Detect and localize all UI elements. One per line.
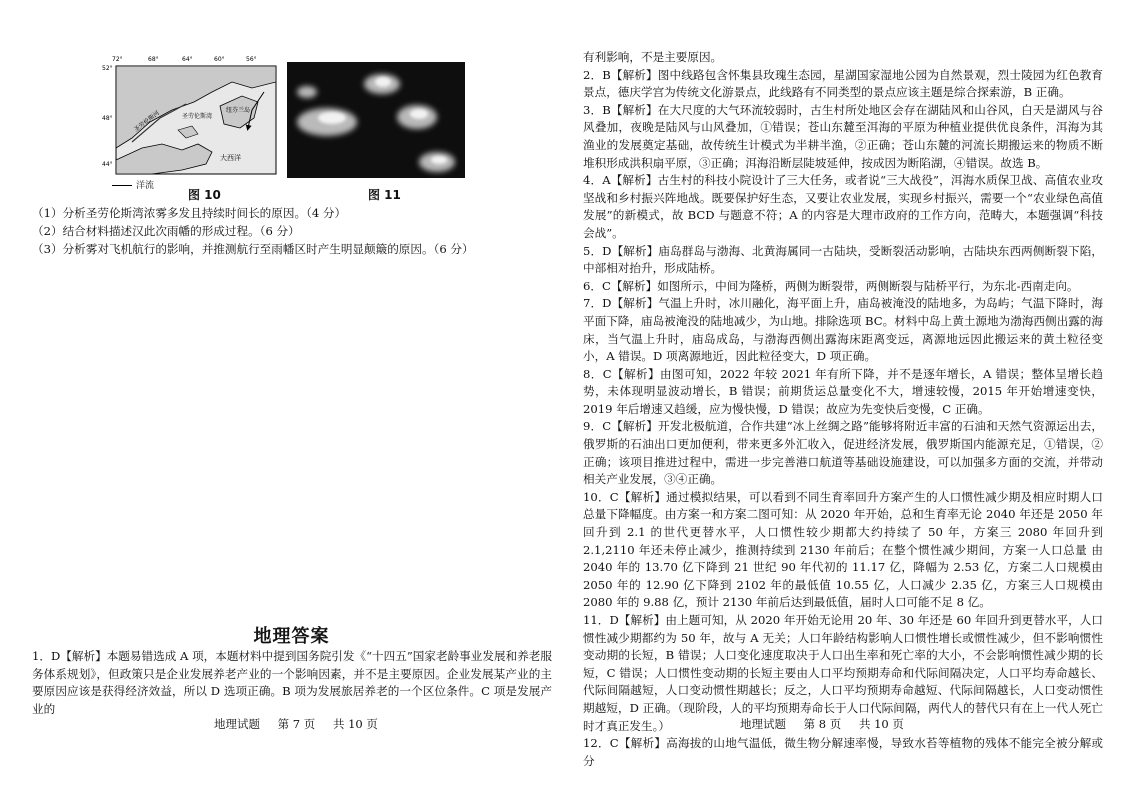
answer-paragraph: 6．C【解析】如图所示，中间为隆桥，两侧为断裂带，两侧断裂与陆桥平行，为东北-西南走向。 <box>583 278 1079 293</box>
left-answer-block <box>32 648 552 718</box>
lon-label: 68° <box>148 56 159 63</box>
answer-paragraph: 4．A【解析】古生村的科技小院设计了三大任务，或者说“三大战役”，洱海水质保卫战、高值农业攻坚战和乡村振兴阵地战。既要保护好生态，又要让农业发展，实现乡村振兴，需要一个“农业绿色高值发展”的新模式，故 BCD 与题意不符；A 的内容是大理市政府的工作方向，范畴大，本题强调“科技会战”。 <box>583 173 1103 240</box>
lon-label: 72° <box>112 56 123 63</box>
figure-11-caption: 图 11 <box>368 188 401 202</box>
figure-11-photo <box>287 62 465 178</box>
footer-page: 第 7 页 <box>277 717 316 731</box>
map-label-river: 圣劳伦斯河 <box>132 109 161 134</box>
answer-title: 地理答案 <box>253 626 330 647</box>
answer-paragraph: 10．C【解析】通过模拟结果，可以看到不同生育率回升方案产生的人口惯性减少期及相应时期人口总量下降幅度。由方案一和方案二图可知：从 2020 年开始，总和生育率无论 2040 年还是 2050 年回升到 2.1 的世代更替水平，人口惯性较少期都大约持续了 50 年，方案三 2080 年回升到 2.1,2110 年还未停止减少，推测持续到 2130 年前后；在整个惯性减少期间，方案一人口总量 由 2040 年的 13.70 亿下降到 21 世纪 90 年代初的 11.17 亿，降幅为 2.53 亿，方案二人口规模由 2050 年的 12.90 亿下降到 2102 年的最低值 10.55 亿，人口减少 2.35 亿，方案三人口规模由 2080 年的 9.88 亿，预计 2130 年前后达到最低值，届时人口可能不足 8 亿。 <box>583 489 1103 610</box>
figure-10-caption: 图 10 <box>188 188 221 202</box>
footer-total: 共 10 页 <box>332 717 378 731</box>
footer-subject: 地理试题 <box>214 717 260 731</box>
map-label-gulf: 圣劳伦斯湾 <box>182 113 213 120</box>
figure-10-map <box>102 52 278 177</box>
answer-paragraph: 9．C【解析】开发北极航道，合作共建“冰上丝绸之路”能够将附近丰富的石油和天然气资源运出去，俄罗斯的石油出口更加便利，带来更多外汇收入，促进经济发展，俄罗斯国内能源充足，①错误，②正确；该项目推进过程中，需进一步完善港口航道等基础设施建设，可以加强多方面的交流，并带动相关产业发展，③④正确。 <box>583 419 1103 487</box>
lon-label: 60° <box>214 56 225 63</box>
question-1: （1）分析圣劳伦斯湾浓雾多发且持续时间长的原因。（4 分） <box>32 206 347 220</box>
footer-right <box>740 716 918 732</box>
right-answer-block <box>583 49 1103 770</box>
map-label-ocean: 大西洋 <box>220 154 241 162</box>
lat-label: 52° <box>102 65 113 72</box>
answer-paragraph: 8．C【解析】由图可知，2022 年较 2021 年有所下降，并不是逐年增长，A 错误；整体呈增长趋势，未体现明显波动增长，B 错误；前期货运总量变化不大，增速较慢，2015 年开始增速变快，2019 年后增速又趋缓，应为慢快慢，D 错误；故应为先变快后变慢，C 正确。 <box>583 366 1103 416</box>
answer-paragraph: 2．B【解析】图中线路包含怀集县玫瑰生态园，星湖国家湿地公园为自然景观，烈士陵园为红色教育景点，德庆学宫为传统文化游景点，此线路有不同类型的景点应该主题是综合探索游，B 正确。 <box>583 67 1103 100</box>
questions-block <box>32 204 552 258</box>
lat-label: 48° <box>102 115 113 122</box>
answer-paragraph: 12．C【解析】高海拔的山地气温低，微生物分解速率慢，导致水苔等植物的残体不能完全被分解或分 <box>583 736 1103 768</box>
answer-paragraph: 3．B【解析】在大尺度的大气环流较弱时，古生村所处地区会存在湖陆风和山谷风，白天是湖风与谷风叠加，夜晚是陆风与山风叠加，①错误；苍山东麓至洱海的平原为种植业提供优良条件，洱海为其渔业的发展奠定基础，故传统生计模式为半耕半渔，②正确；苍山东麓的河流长期搬运来的物质不断堆积形成洪积扇平原，③正确；洱海沿断层陡坡延伸，按成因为断陷湖，④错误。故选 B。 <box>583 102 1103 170</box>
map-label-island: 纽芬兰岛 <box>226 107 251 114</box>
answer-paragraph: 7．D【解析】气温上升时，冰川融化，海平面上升，庙岛被淹没的陆地多，为岛屿；气温下降时，海平面下降，庙岛被淹没的陆地减少，为山地。排除选项 BC。材料中岛上黄土源地为渤海西侧出露的海床，当气温上升时，庙岛成岛，与渤海西侧出露海床距离变远，离源地远因此搬运来的黄土粒径变小，A 错误。D 项离源地近，因此粒径变大，D 项正确。 <box>583 296 1103 364</box>
lat-label: 44° <box>102 161 113 168</box>
map-legend: 洋流 <box>112 178 154 191</box>
lon-label: 64° <box>182 56 193 63</box>
answer-paragraph: 5．D【解析】庙岛群岛与渤海、北黄海属同一古陆块，受断裂活动影响，古陆块东西两侧断裂下陷，中部相对抬升，形成陆桥。 <box>583 243 1103 276</box>
answer-paragraph: 1．D【解析】本题易错选成 A 项，本题材料中提到国务院引发《“十四五”国家老龄事业发展和养老服务体系规划》，但政策只是企业发展养老产业的一个影响因素，并不是主要原因。企业发展某产业的主要原因应该是获得经济效益，所以 D 选项正确。B 项为发展旅居养老的一个区位条件。C 项是发展产业的 <box>32 649 552 716</box>
question-3: （3）分析雾对飞机航行的影响，并推测航行至雨幡区时产生明显颠簸的原因。（6 分） <box>32 242 474 256</box>
footer-total: 共 10 页 <box>858 717 904 731</box>
question-2: （2）结合材料描述汉此次雨幡的形成过程。（6 分） <box>32 224 300 238</box>
lon-label: 56° <box>246 56 257 63</box>
footer-page: 第 8 页 <box>803 717 842 731</box>
footer-left <box>214 716 392 732</box>
answer-paragraph: 11．D【解析】由上题可知，从 2020 年开始无论用 20 年、30 年还是 60 年回升到更替水平，人口惯性减少期都约为 50 年，故与 A 无关；人口年龄结构影响人口惯性增长或惯性减少，但不影响惯性变动期的长短，B 错误；人口变化速度取决于人口出生率和死亡率的大小，不会影响惯性减少期的长短，C 错误；人口惯性变动期的长短主要由人口平均预期寿命和代际间隔决定，人口平均寿命越长、代际间隔越短，人口变动惯性期越长；反之，人口平均预期寿命越短、代际间隔越长，人口变动惯性期越短，D 正确。（现阶段，人的平均预期寿命长于人口代际间隔，两代人的替代只有在上一代人死亡时才真正发生。） <box>583 613 1103 733</box>
answer-paragraph: 有利影响，不是主要原因。 <box>583 50 723 64</box>
footer-subject: 地理试题 <box>740 717 786 731</box>
